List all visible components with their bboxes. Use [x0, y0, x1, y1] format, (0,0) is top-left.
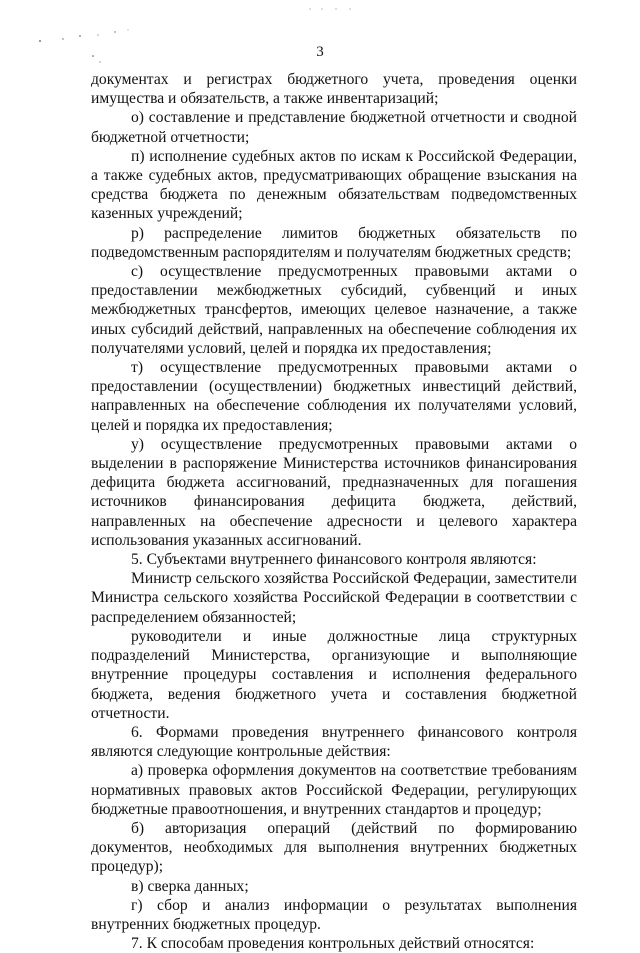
paragraph-item-t: т) осуществление предусмотренных правовыми актами о предоставлении (осуществлении) бюджетных инвестиций действий, направленных на обеспечение соблюдения их получателями условий, целей и порядка их предоставления; — [91, 359, 577, 434]
paragraph-continuation: документах и регистрах бюджетного учета, проведения оценки имущества и обязательств, а также инвентаризаций; — [91, 71, 577, 108]
paragraph-section-6: 6. Формами проведения внутреннего финансового контроля являются следующие контрольные действия: — [91, 723, 577, 761]
paragraph-item-s: с) осуществление предусмотренных правовыми актами о предоставлении межбюджетных субсидий, субвенций и иных межбюджетных трансфертов, имеющих целевое назначение, а также иных субсидий действий, направленных на обеспечение соблюдения их получателями условий, целей и порядка их предоставления; — [91, 263, 577, 357]
paragraph-ministers: Министр сельского хозяйства Российской Федерации, заместители Министра сельского хозяйства Российской Федерации в соответствии с распределением обязанностей; — [91, 570, 577, 626]
paragraph-section-7: 7. К способам проведения контрольных действий относятся: — [131, 935, 535, 953]
paragraph-item-o: о) составление и представление бюджетной отчетности и сводной бюджетной отчетности; — [91, 109, 577, 146]
paragraph-item-v: в) сверка данных; — [131, 877, 249, 895]
paragraph-section-5: 5. Субъектами внутреннего финансового контроля являются: — [131, 551, 537, 569]
paragraph-item-a: а) проверка оформления документов на соответствие требованиям нормативных правовых актов Российской Федерации, регулирующих бюджетные правоотношения, и внутренних стандартов и процедур; — [91, 762, 577, 818]
paragraph-item-r: р) распределение лимитов бюджетных обязательств по подведомственным распорядителям и получателям бюджетных средств; — [91, 224, 577, 261]
paragraph-officials: руководители и иные должностные лица структурных подразделений Министерства, организующие и выполняющие внутренние процедуры составления и исполнения федерального бюджета, ведения бюджетного учета и составления бюджетной отчетности. — [91, 627, 577, 722]
paragraph-item-p: п) исполнение судебных актов по искам к Российской Федерации, а также судебных актов, предусматривающих обращение взыскания на средства бюджета по денежным обязательствам подведомственных казенных учреждений; — [91, 147, 577, 223]
page-number: 3 — [316, 44, 324, 60]
paragraph-item-u: у) осуществление предусмотренных правовыми актами о выделении в распоряжение Министерства источников финансирования дефицита бюджета ассигнований, предназначенных для погашения источников финансирования дефицита бюджета, действий, направленных на обеспечение адресности и целевого характера использования указанных ассигнований. — [91, 435, 577, 549]
document-body — [91, 70, 577, 953]
paragraph-item-b: б) авторизация операций (действий по формированию документов, необходимых для выполнения внутренних бюджетных процедур); — [91, 819, 577, 876]
paragraph-item-g: г) сбор и анализ информации о результатах выполнения внутренних бюджетных процедур. — [91, 896, 577, 933]
